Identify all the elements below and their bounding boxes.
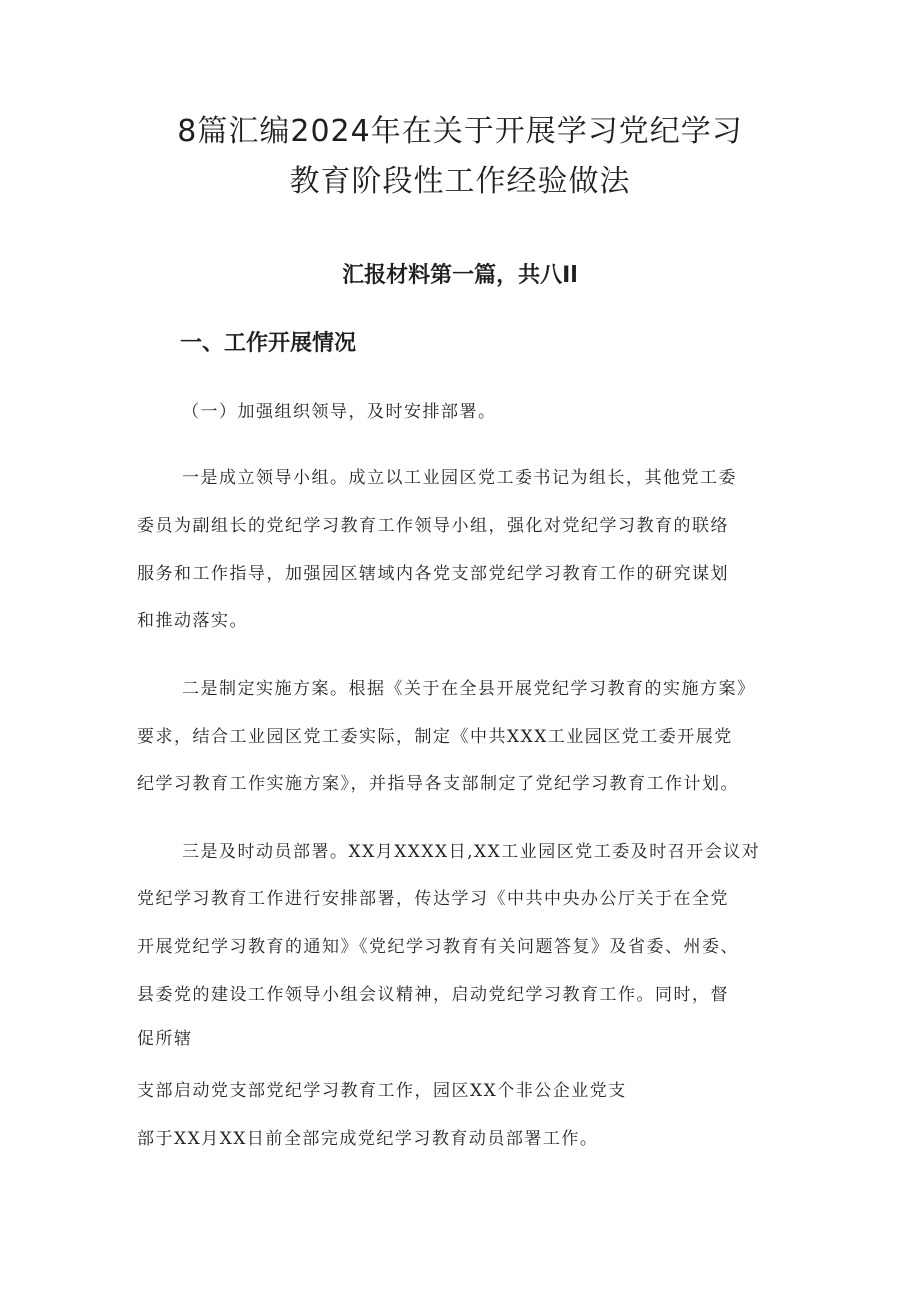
section-heading: 一、工作开展情况 xyxy=(180,331,357,356)
document-title-line-1: 8篇汇编2024年在关于开展学习党纪学习 xyxy=(177,114,743,149)
paragraph-3-line-4: 县委党的建设工作领导小组会议精神，启动党纪学习教育工作。同时，督 xyxy=(137,985,729,1005)
paragraph-3-line-5: 促所辖 xyxy=(137,1029,193,1049)
paragraph-3-line-6: 支部启动党支部党纪学习教育工作，园区XX个非公企业党支 xyxy=(137,1081,627,1101)
paragraph-3-line-1: 三是及时动员部署。XX月XXXX日,XX工业园区党工委及时召开会议对 xyxy=(182,842,761,862)
paragraph-1-line-2: 委员为副组长的党纪学习教育工作领导小组，强化对党纪学习教育的联络 xyxy=(137,516,729,536)
paragraph-2-line-2: 要求，结合工业园区党工委实际，制定《中共XXX工业园区党工委开展党 xyxy=(137,727,733,747)
paragraph-1-line-4: 和推动落实。 xyxy=(137,611,248,631)
paragraph-1-line-1: 一是成立领导小组。成立以工业园区党工委书记为组长，其他党工委 xyxy=(182,468,737,488)
paragraph-1-line-3: 服务和工作指导，加强园区辖域内各党支部党纪学习教育工作的研究谋划 xyxy=(137,564,729,584)
document-subtitle: 汇报材料第一篇，共八Il xyxy=(342,263,578,288)
paragraph-3-line-3: 开展党纪学习教育的通知》《党纪学习教育有关问题答复》及省委、州委、 xyxy=(137,937,739,957)
paragraph-3-line-2: 党纪学习教育工作进行安排部署，传达学习《中共中央办公厅关于在全党 xyxy=(137,889,729,909)
paragraph-2-line-3: 纪学习教育工作实施方案》，并指导各支部制定了党纪学习教育工作计划。 xyxy=(137,774,739,794)
sub-heading: （一）加强组织领导，及时安排部署。 xyxy=(182,402,497,422)
document-title-line-2: 教育阶段性工作经验做法 xyxy=(289,164,631,199)
paragraph-3-line-7: 部于XX月XX日前全部完成党纪学习教育动员部署工作。 xyxy=(137,1129,599,1149)
paragraph-2-line-1: 二是制定实施方案。根据《关于在全县开展党纪学习教育的实施方案》 xyxy=(182,679,756,699)
